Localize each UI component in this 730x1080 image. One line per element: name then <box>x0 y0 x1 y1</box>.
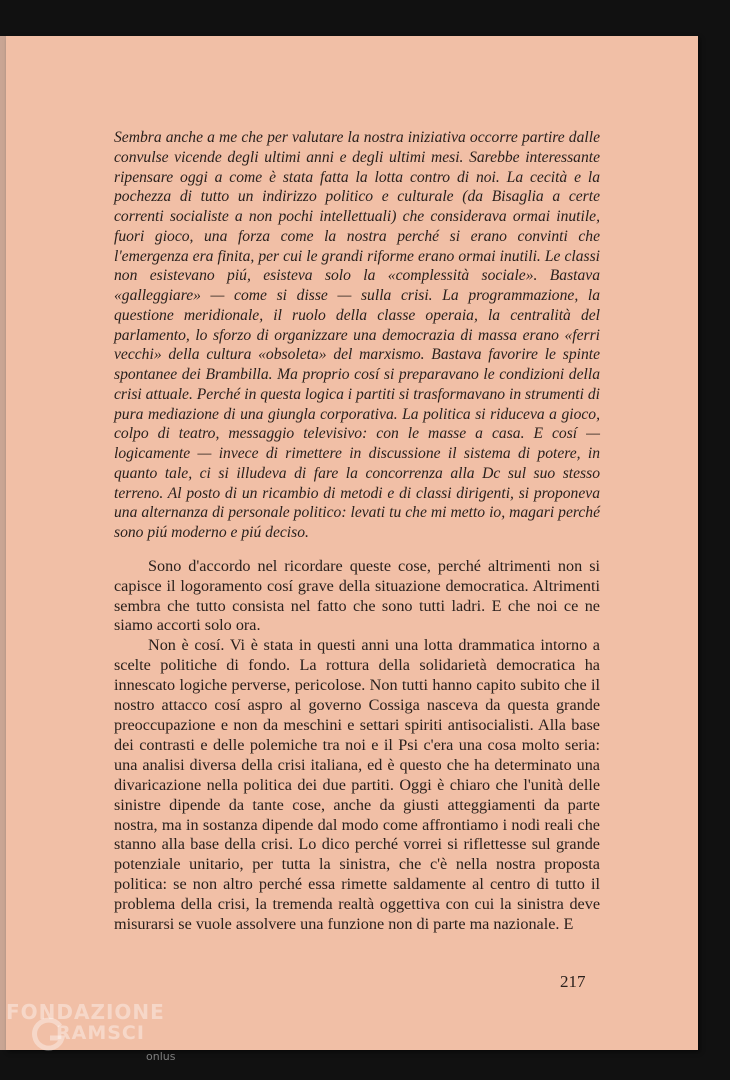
body-text-block <box>114 557 600 935</box>
page-number: 217 <box>560 972 586 991</box>
body-paragraph: Non è cosí. Vi è stata in questi anni una lotta drammatica intorno a scelte politiche di fondo. La rottura della solidarietà democratica ha innescato logiche perverse, pericolose. Non tutti hanno capito subito che il nostro attacco cosí aspro al governo Cossiga nasceva da questa grande preoccupazione e non da meschini e settari spiriti antisocialisti. Alla base dei contrasti e delle polemiche tra noi e il Psi c'era una cosa molto seria: una analisi diversa della crisi italiana, ed è questo che ha determinato una divaricazione nella politica dei due partiti. Oggi è chiaro che l'unità delle sinistre dipende da tante cose, anche da giusti atteggiamenti da parte nostra, ma in sostanza dipende dal modo come affrontiamo i nodi reali che stanno alla base della crisi. Lo dico perché vorrei si riflettesse sul grande potenziale unitario, per tutta la sinistra, che c'è nella nostra proposta politica: se non altro perché essa rimette saldamente al centro di tutto il problema della crisi, la tremenda realtà oggettiva con cui la sinistra deve misurarsi se vuole assolvere una funzione non di parte ma nazionale. E <box>114 636 600 934</box>
watermark-text-line1: FONDAZIONE <box>6 1000 165 1024</box>
page-body <box>114 128 600 935</box>
fondazione-gramsci-watermark <box>4 998 204 1078</box>
body-paragraph: Sono d'accordo nel ricordare queste cose, perché altrimenti non si capisce il logoramento cosí grave della situazione democratica. Altrimenti sembra che tutto consista nel fatto che sono tutti ladri. E che noi ce ne siamo accorti solo ora. <box>114 556 600 635</box>
watermark-onlus: onlus <box>146 1050 176 1063</box>
italic-paragraph: Sembra anche a me che per valutare la nostra iniziativa occorre partire dalle convulse vicende degli ultimi anni e degli ultimi mesi. Sarebbe interessante ripensare oggi a come è stata fatta la lotta contro di noi. La cecità e la pochezza di tutto un indirizzo politico e culturale (da Bisaglia a certe correnti socialiste a non pochi intellettuali) che considerava ormai inutile, fuori gioco, una forza come la nostra perché si erano convinti che l'emergenza era finita, per cui le grandi riforme erano ormai inutili. Le classi non esistevano piú, esisteva solo la «complessità sociale». Bastava «galleggiare» — come si disse — sulla crisi. La programmazione, la questione meridionale, il ruolo della classe operaia, la centralità del parlamento, lo sforzo di organizzare una democrazia di massa erano «ferri vecchi» della cultura «obsoleta» del marxismo. Bastava favorire le spinte spontanee dei Brambilla. Ma proprio cosí si preparavano le condizioni della crisi attuale. Perché in questa logica i partiti si trasformavano in strumenti di pura mediazione di una giungla corporativa. La politica si riduceva a gioco, colpo di teatro, messaggio televisivo: con le masse a casa. E cosí — logicamente — invece di rimettere in discussione il sistema di potere, in quanto tale, ci si illudeva di fare la concorrenza alla Dc sul suo stesso terreno. Al posto di un ricambio di metodi e di classi dirigenti, si proponeva una alternanza di personale politico: levati tu che mi metto io, magari perché sono piú moderno e piú deciso. <box>114 129 600 541</box>
watermark-text-line2: RAMSCI <box>56 1022 145 1044</box>
italic-quote-block <box>114 128 600 543</box>
